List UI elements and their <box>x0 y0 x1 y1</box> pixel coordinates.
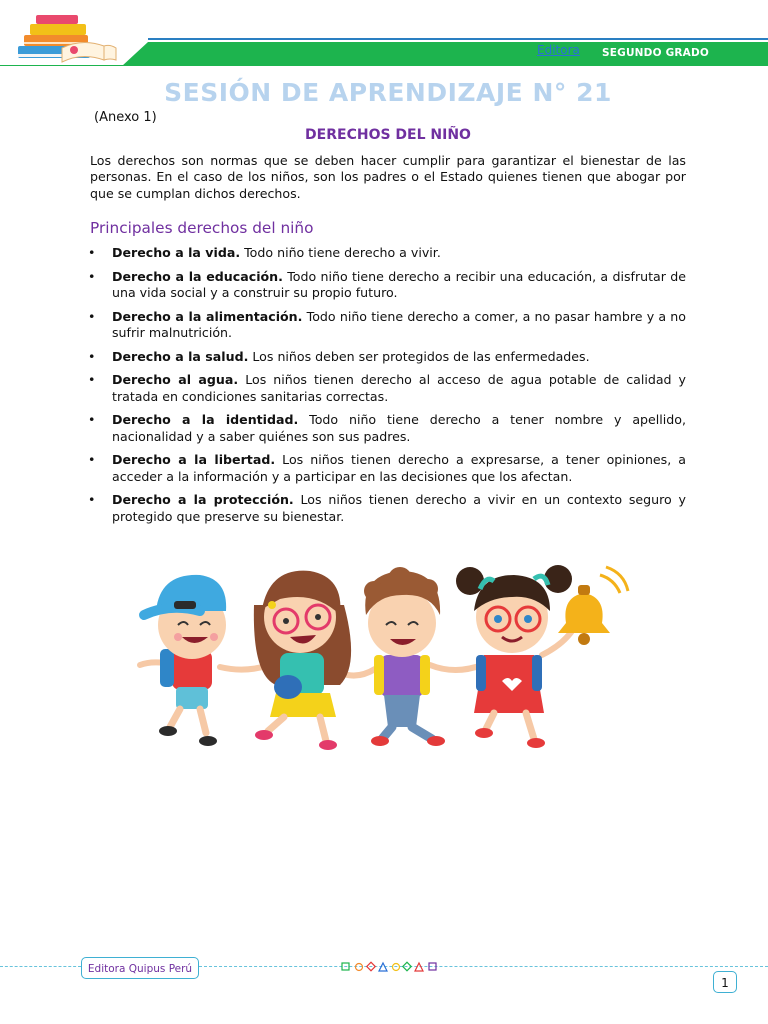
rights-list <box>88 245 686 532</box>
list-item <box>88 309 686 342</box>
bullet: • <box>88 308 96 324</box>
kid-girl-glasses-icon <box>254 571 351 750</box>
right-name: Derecho a la identidad. <box>112 412 299 428</box>
page-number: 1 <box>713 971 737 993</box>
right-description: Los niños deben ser protegidos de las enfermedades. <box>248 348 590 364</box>
right-description: Todo niño tiene derecho a comer, a no pasar hambre y a no sufrir malnutrición. <box>112 308 686 340</box>
right-name: Derecho a la educación. <box>112 268 283 284</box>
list-item <box>88 452 686 485</box>
right-description: Los niños tienen derecho a vivir en un contexto seguro y protegido que preserve su bienestar. <box>112 492 686 524</box>
document-subtitle: DERECHOS DEL NIÑO <box>305 127 471 143</box>
right-name: Derecho a la libertad. <box>112 452 276 468</box>
bullet: • <box>88 492 96 508</box>
right-description: Los niños tienen derecho a expresarse, a tener opiniones, a acceder a la información y a participar en las decisiones que los afectan. <box>112 452 686 484</box>
list-item <box>88 372 686 405</box>
footer-dashed-line-right <box>199 966 768 967</box>
list-item <box>88 245 686 261</box>
right-description: Todo niño tiene derecho a vivir. <box>240 245 441 260</box>
bullet: • <box>88 452 96 468</box>
list-item <box>88 269 686 302</box>
right-name: Derecho a la alimentación. <box>112 308 303 324</box>
intro-paragraph: Los derechos son normas que se deben hacer cumplir para garantizar el bienestar de las personas. En el caso de los niños, son los padres o el Estado quienes tienen que abogar por que se cumplan dichos derechos. <box>90 153 686 201</box>
bullet: • <box>88 372 96 388</box>
header-green-underline <box>0 65 130 66</box>
list-item <box>88 412 686 445</box>
list-item <box>88 349 686 365</box>
bullet: • <box>88 348 96 364</box>
header-publisher-link[interactable]: Editora <box>537 43 580 57</box>
header-grade-label: SEGUNDO GRADO <box>602 47 710 59</box>
footer-publisher-label: Editora Quipus Perú <box>81 957 199 979</box>
header-blue-line <box>148 38 768 40</box>
bullet: • <box>88 245 96 260</box>
right-name: Derecho al agua. <box>112 372 239 388</box>
right-name: Derecho a la vida. <box>112 245 241 260</box>
right-name: Derecho a la protección. <box>112 492 294 508</box>
page-title: SESIÓN DE APRENDIZAJE N° 21 <box>164 78 612 107</box>
decorative-shapes-icon <box>341 961 441 973</box>
bullet: • <box>88 412 96 428</box>
right-description: Todo niño tiene derecho a tener nombre y apellido, nacionalidad y a saber quiénes son sus padres. <box>112 412 686 444</box>
children-holding-hands-illustration <box>130 545 630 760</box>
right-name: Derecho a la salud. <box>112 348 249 364</box>
books-illustration <box>12 10 122 64</box>
section-title: Principales derechos del niño <box>90 219 314 237</box>
right-description: Los niños tienen derecho al acceso de agua potable de calidad y tratada en condiciones sanitarias correctas. <box>112 372 686 404</box>
bullet: • <box>88 268 96 284</box>
kid-girl-buns-icon <box>456 565 572 748</box>
list-item <box>88 492 686 525</box>
right-description: Todo niño tiene derecho a recibir una educación, a disfrutar de una vida social y a construir su propio futuro. <box>112 268 687 300</box>
footer-dashed-line-left <box>0 966 81 967</box>
kid-curly-hair-icon <box>364 567 445 746</box>
annex-label: (Anexo 1) <box>94 110 157 125</box>
